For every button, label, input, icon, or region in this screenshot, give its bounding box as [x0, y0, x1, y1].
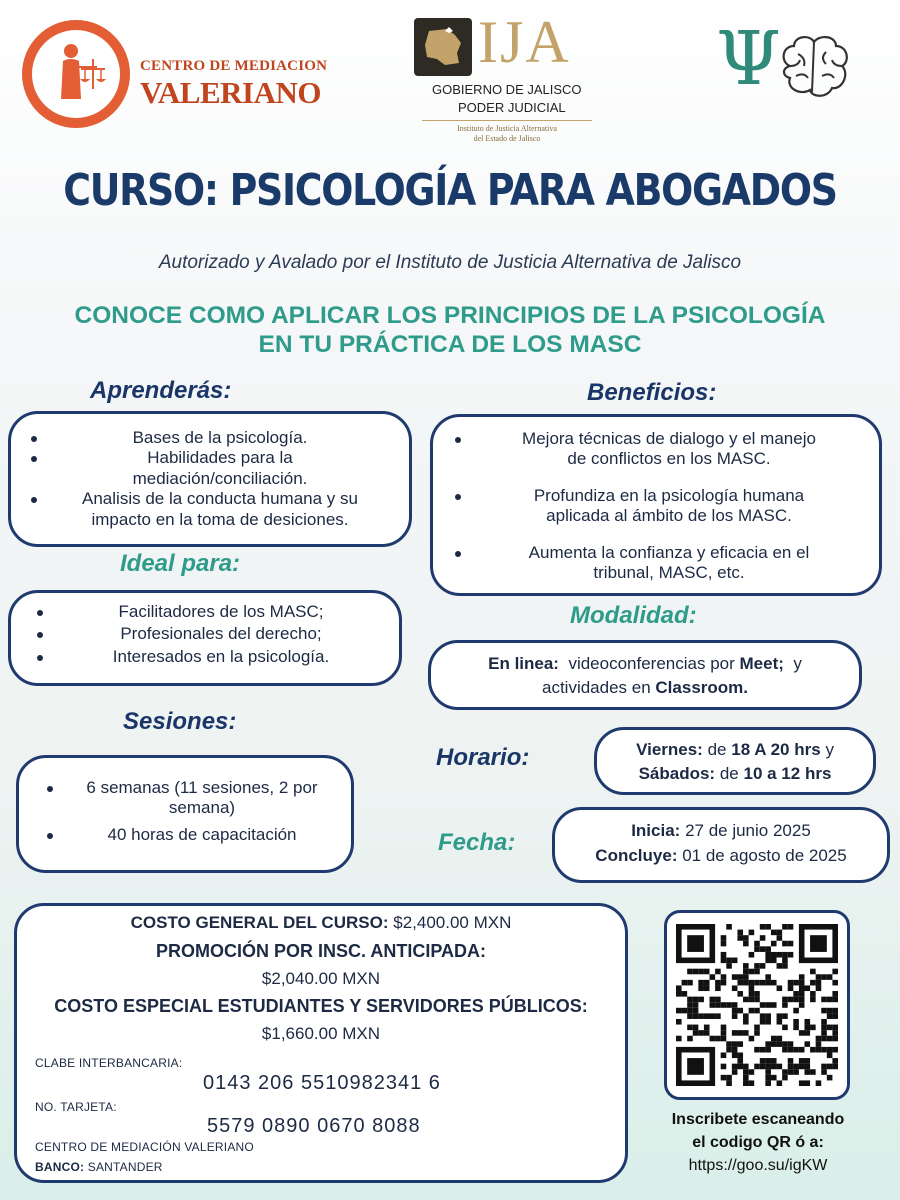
list-item: Habilidades para la mediación/conciliación.	[45, 448, 395, 489]
brain-icon	[776, 32, 854, 104]
aprenderas-list	[45, 428, 395, 530]
ija-poder-judicial-text: PODER JUDICIAL	[458, 100, 566, 115]
list-item: Profundiza en la psicología humana aplicada al ámbito de los MASC.	[469, 486, 869, 527]
beneficios-box	[430, 414, 882, 596]
list-item: Aumenta la confianza y eficacia en el tribunal, MASC, etc.	[469, 543, 869, 584]
ideal-para-box	[8, 590, 402, 686]
jalisco-map-icon	[414, 18, 472, 76]
subtitle: Autorizado y Avalado por el Instituto de Justicia Alternativa de Jalisco	[158, 252, 742, 273]
costos-box: COSTO GENERAL DEL CURSO: $2,400.00 MXN PROMOCIÓN POR INSC. ANTICIPADA: $2,040.00 MXN COSTO ESPECIAL ESTUDIANTES Y SERVIDORES PÚBLICOS: $1,660.00 MXN CLABE INTERBANCARIA: 0143 206 5510982341 6 NO. TARJETA: 5579 0890 0670 8088 CENTRO DE MEDIACIÓN VALERIANO BANCO: SANTANDER	[14, 903, 628, 1183]
tarjeta-value: 5579 0890 0670 8088	[207, 1115, 421, 1137]
logo-centro-mediacion-valeriano	[22, 20, 332, 130]
psi-symbol-icon: Ψ	[716, 16, 781, 102]
logo-psicologia	[716, 16, 856, 120]
clabe-value: 0143 206 5510982341 6	[203, 1072, 441, 1094]
banco-text: BANCO: SANTANDER	[35, 1160, 163, 1174]
list-item: Bases de la psicología.	[45, 428, 395, 448]
logo-text-centro: CENTRO DE MEDIACION	[140, 58, 328, 74]
qr-instructions: Inscribete escaneando el codigo QR ó a: https://goo.su/igKW	[630, 1108, 886, 1178]
headline: CONOCE COMO APLICAR LOS PRINCIPIOS DE LA PSICOLOGÍA EN TU PRÁCTICA DE LOS MASC	[74, 302, 826, 358]
heading-ideal-para: Ideal para:	[120, 550, 241, 577]
ija-gobierno-text: GOBIERNO DE JALISCO	[432, 82, 582, 97]
registration-link[interactable]: https://goo.su/igKW	[688, 1157, 828, 1175]
beneficios-list	[469, 429, 869, 583]
logo-ija	[410, 9, 600, 154]
logo-text-valeriano: VALERIANO	[140, 75, 321, 110]
modalidad-box: En linea: videoconferencias por Meet; y actividades en Classroom.	[428, 640, 862, 710]
heading-sesiones: Sesiones:	[123, 708, 237, 735]
ija-logo-letters: IJA	[478, 9, 571, 75]
heading-fecha: Fecha:	[438, 829, 516, 856]
aprenderas-box	[8, 411, 412, 547]
fecha-box: Inicia: 27 de junio 2025 Concluye: 01 de agosto de 2025	[552, 807, 890, 883]
tarjeta-label: NO. TARJETA:	[35, 1100, 117, 1114]
heading-horario: Horario:	[436, 744, 530, 771]
sesiones-box	[16, 755, 354, 873]
ija-instituto-text: Instituto de Justicia Alternativa del Estado de Jalisco	[422, 120, 592, 144]
page-title: CURSO: PSICOLOGÍA PARA ABOGADOS	[63, 165, 837, 216]
sesiones-list	[61, 778, 343, 845]
list-item: Mejora técnicas de dialogo y el manejo de conflictos en los MASC.	[469, 429, 869, 470]
list-item: Facilitadores de los MASC;	[51, 602, 391, 622]
justice-scale-icon	[22, 20, 130, 128]
qr-code-icon	[676, 924, 838, 1086]
list-item: 6 semanas (11 sesiones, 2 por semana)	[61, 778, 343, 819]
qr-code[interactable]	[664, 910, 850, 1100]
heading-modalidad: Modalidad:	[570, 602, 697, 629]
list-item: Profesionales del derecho;	[51, 624, 391, 644]
titular-text: CENTRO DE MEDIACIÓN VALERIANO	[35, 1140, 254, 1154]
heading-beneficios: Beneficios:	[587, 379, 717, 406]
heading-aprenderas: Aprenderás:	[90, 377, 232, 404]
list-item: Analisis de la conducta humana y su impacto en la toma de desiciones.	[45, 489, 395, 530]
horario-box: Viernes: de 18 A 20 hrs y Sábados: de 10 a 12 hrs	[594, 727, 876, 795]
list-item: 40 horas de capacitación	[61, 825, 343, 845]
clabe-label: CLABE INTERBANCARIA:	[35, 1056, 183, 1070]
ideal-para-list	[51, 602, 391, 667]
list-item: Interesados en la psicología.	[51, 647, 391, 667]
